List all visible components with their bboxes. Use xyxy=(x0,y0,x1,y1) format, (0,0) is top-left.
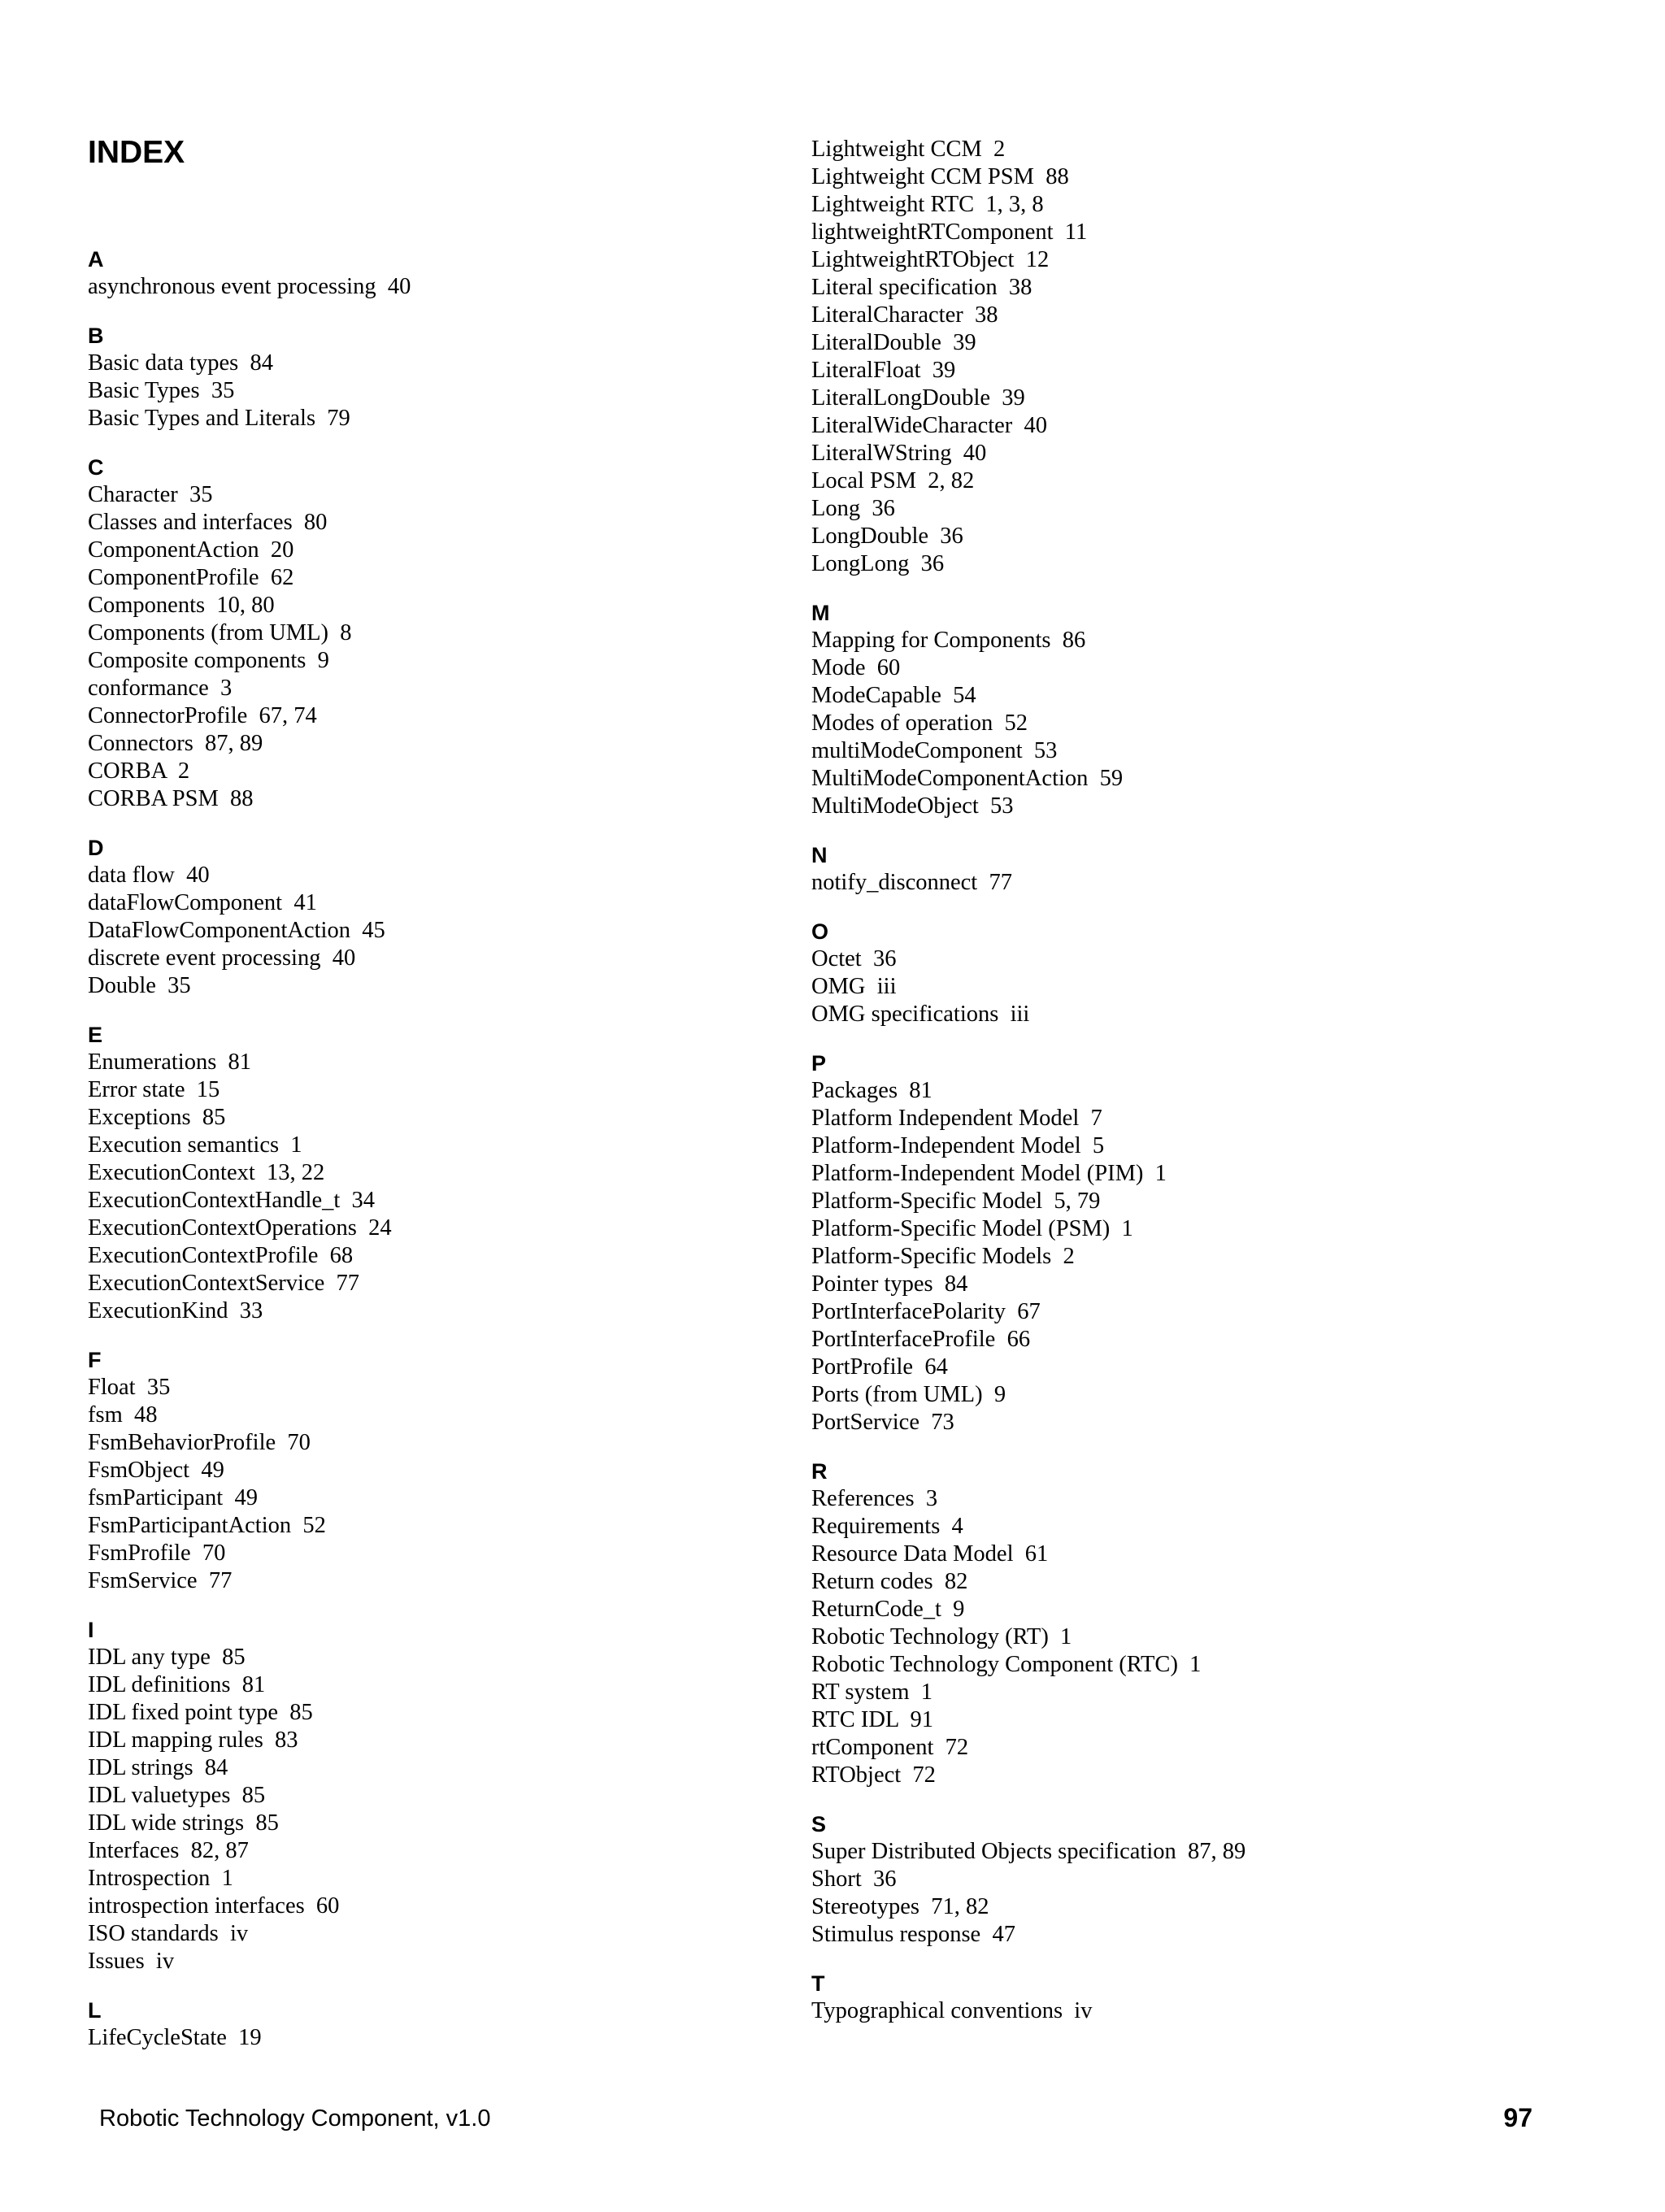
index-entry: Platform-Independent Model 5 xyxy=(811,1133,1105,1158)
index-entry: Enumerations 81 xyxy=(88,1050,252,1075)
index-entry: Components (from UML) 8 xyxy=(88,620,352,645)
index-entry: OMG specifications iii xyxy=(811,1002,1030,1027)
index-entry: Platform-Specific Models 2 xyxy=(811,1244,1075,1269)
index-entry: ExecutionContextService 77 xyxy=(88,1271,359,1296)
index-entry: Exceptions 85 xyxy=(88,1105,226,1130)
index-entry: fsmParticipant 49 xyxy=(88,1485,258,1510)
index-entry: LiteralWideCharacter 40 xyxy=(811,413,1048,438)
index-entry: ComponentProfile 62 xyxy=(88,565,294,590)
index-entry: lightweightRTComponent 11 xyxy=(811,219,1088,245)
index-entry: multiModeComponent 53 xyxy=(811,738,1058,763)
index-entry: IDL mapping rules 83 xyxy=(88,1727,298,1753)
index-entry: Classes and interfaces 80 xyxy=(88,510,328,535)
index-section-e xyxy=(88,1021,787,1325)
index-entry: ExecutionKind 33 xyxy=(88,1298,263,1323)
index-entry: discrete event processing 40 xyxy=(88,945,356,971)
index-entry: PortProfile 64 xyxy=(811,1354,948,1380)
index-column-right xyxy=(811,136,1511,2046)
index-letter-heading: D xyxy=(88,836,104,860)
page-title: INDEX xyxy=(88,135,185,170)
index-entry: FsmProfile 70 xyxy=(88,1541,226,1566)
index-entry: Components 10, 80 xyxy=(88,593,275,618)
index-entry: fsm 48 xyxy=(88,1402,158,1428)
index-entry: LiteralCharacter 38 xyxy=(811,302,998,328)
index-entry: Execution semantics 1 xyxy=(88,1132,302,1158)
index-entry: Long 36 xyxy=(811,496,895,521)
index-entry: Typographical conventions iv xyxy=(811,1998,1093,2023)
index-entry: dataFlowComponent 41 xyxy=(88,890,317,915)
index-entry: Mode 60 xyxy=(811,655,901,680)
index-entry: PortService 73 xyxy=(811,1410,954,1435)
index-entry: Introspection 1 xyxy=(88,1866,233,1891)
index-letter-heading: M xyxy=(811,601,830,625)
index-entry: Connectors 87, 89 xyxy=(88,731,263,756)
index-entry: PortInterfaceProfile 66 xyxy=(811,1327,1031,1352)
index-entry: Composite components 9 xyxy=(88,648,329,673)
index-entry: Lightweight CCM PSM 88 xyxy=(811,164,1069,189)
index-entry: Interfaces 82, 87 xyxy=(88,1838,249,1863)
index-entry: Mapping for Components 86 xyxy=(811,628,1086,653)
index-section-c xyxy=(88,454,787,813)
index-entry: introspection interfaces 60 xyxy=(88,1893,340,1919)
index-entry: Return codes 82 xyxy=(811,1569,968,1594)
index-entry: data flow 40 xyxy=(88,863,210,888)
index-entry: IDL valuetypes 85 xyxy=(88,1783,266,1808)
index-entry: asynchronous event processing 40 xyxy=(88,274,411,299)
index-entry: Requirements 4 xyxy=(811,1514,963,1539)
index-entry: Character 35 xyxy=(88,482,213,507)
index-entry: ExecutionContext 13, 22 xyxy=(88,1160,325,1185)
index-section-i xyxy=(88,1616,787,1975)
index-letter-heading: C xyxy=(88,455,104,480)
index-entry: Platform Independent Model 7 xyxy=(811,1106,1102,1131)
index-letter-heading: E xyxy=(88,1023,103,1047)
index-entry: Double 35 xyxy=(88,973,191,998)
index-entry: MultiModeObject 53 xyxy=(811,793,1014,819)
index-section-a xyxy=(88,246,787,301)
index-entry: rtComponent 72 xyxy=(811,1735,969,1760)
index-entry: LiteralFloat 39 xyxy=(811,358,956,383)
index-entry: Stimulus response 47 xyxy=(811,1922,1015,1947)
index-entry: Basic data types 84 xyxy=(88,350,273,376)
index-section-l xyxy=(88,1997,787,2052)
index-letter-heading: P xyxy=(811,1051,827,1076)
index-entry: Packages 81 xyxy=(811,1078,932,1103)
index-entry: IDL definitions 81 xyxy=(88,1672,266,1697)
index-letter-heading: B xyxy=(88,324,104,348)
index-entry: CORBA PSM 88 xyxy=(88,786,254,811)
index-entry: notify_disconnect 77 xyxy=(811,870,1012,895)
index-column-left xyxy=(88,246,787,2073)
index-entry: FsmBehaviorProfile 70 xyxy=(88,1430,311,1455)
index-entry: Basic Types and Literals 79 xyxy=(88,406,350,431)
index-entry: FsmParticipantAction 52 xyxy=(88,1513,326,1538)
index-section-d xyxy=(88,834,787,1000)
index-entry: Local PSM 2, 82 xyxy=(811,468,975,493)
index-entry: PortInterfacePolarity 67 xyxy=(811,1299,1041,1324)
index-entry: RTObject 72 xyxy=(811,1762,936,1788)
index-section-o xyxy=(811,918,1511,1028)
index-entry: LightweightRTObject 12 xyxy=(811,247,1050,272)
index-entry: MultiModeComponentAction 59 xyxy=(811,766,1124,791)
index-letter-heading: L xyxy=(88,1998,102,2023)
index-entry: Platform-Specific Model 5, 79 xyxy=(811,1189,1101,1214)
index-entry: IDL any type 85 xyxy=(88,1645,246,1670)
index-entry: Ports (from UML) 9 xyxy=(811,1382,1006,1407)
index-entry: Modes of operation 52 xyxy=(811,711,1028,736)
index-entry: RTC IDL 91 xyxy=(811,1707,934,1732)
index-entry: Basic Types 35 xyxy=(88,378,235,403)
index-section-p xyxy=(811,1050,1511,1436)
index-entry: Lightweight CCM 2 xyxy=(811,137,1006,162)
index-entry: Stereotypes 71, 82 xyxy=(811,1894,989,1919)
index-entry: Literal specification 38 xyxy=(811,275,1032,300)
index-entry: LiteralWString 40 xyxy=(811,441,987,466)
index-entry: Pointer types 84 xyxy=(811,1271,968,1297)
index-entry: IDL fixed point type 85 xyxy=(88,1700,313,1725)
index-entry: ExecutionContextProfile 68 xyxy=(88,1243,354,1268)
index-entry: LiteralLongDouble 39 xyxy=(811,385,1025,411)
index-section-s xyxy=(811,1810,1511,1949)
index-section-n xyxy=(811,841,1511,897)
index-entry: CORBA 2 xyxy=(88,758,190,784)
index-entry: LifeCycleState 19 xyxy=(88,2025,262,2050)
index-entry: Error state 15 xyxy=(88,1077,220,1102)
index-entry: ExecutionContextOperations 24 xyxy=(88,1215,392,1241)
index-entry: Robotic Technology Component (RTC) 1 xyxy=(811,1652,1202,1677)
index-entry: Platform-Independent Model (PIM) 1 xyxy=(811,1161,1167,1186)
index-entry: Issues iv xyxy=(88,1949,175,1974)
index-entry: Short 36 xyxy=(811,1867,897,1892)
index-entry: Super Distributed Objects specification 87, 89 xyxy=(811,1839,1246,1864)
index-entry: ExecutionContextHandle_t 34 xyxy=(88,1188,376,1213)
index-entry: LongLong 36 xyxy=(811,551,945,576)
index-letter-heading: R xyxy=(811,1459,828,1484)
index-entry: conformance 3 xyxy=(88,676,233,701)
index-entry: ConnectorProfile 67, 74 xyxy=(88,703,317,728)
index-entry: Platform-Specific Model (PSM) 1 xyxy=(811,1216,1133,1241)
index-entry: IDL strings 84 xyxy=(88,1755,228,1780)
index-letter-heading: S xyxy=(811,1812,827,1836)
index-entry: ReturnCode_t 9 xyxy=(811,1597,965,1622)
index-section-t xyxy=(811,1970,1511,2025)
index-letter-heading: O xyxy=(811,919,829,944)
index-entry: IDL wide strings 85 xyxy=(88,1810,279,1836)
footer-page-number: 97 xyxy=(1503,2103,1532,2132)
index-entry: ISO standards iv xyxy=(88,1921,249,1946)
index-entry: References 3 xyxy=(811,1486,938,1511)
index-letter-heading: A xyxy=(88,247,104,272)
index-section-m xyxy=(811,599,1511,820)
index-entry: DataFlowComponentAction 45 xyxy=(88,918,385,943)
index-entry: ModeCapable 54 xyxy=(811,683,976,708)
index-section-continued xyxy=(811,136,1511,578)
index-entry: Resource Data Model 61 xyxy=(811,1541,1049,1567)
index-letter-heading: T xyxy=(811,1971,825,1996)
index-entry: LongDouble 36 xyxy=(811,524,963,549)
index-section-b xyxy=(88,322,787,432)
index-section-f xyxy=(88,1346,787,1595)
index-entry: Octet 36 xyxy=(811,946,897,971)
index-letter-heading: I xyxy=(88,1618,94,1642)
index-entry: FsmObject 49 xyxy=(88,1458,224,1483)
index-entry: OMG iii xyxy=(811,974,897,999)
index-letter-heading: N xyxy=(811,843,828,867)
index-entry: ComponentAction 20 xyxy=(88,537,294,563)
index-entry: Robotic Technology (RT) 1 xyxy=(811,1624,1072,1649)
index-entry: RT system 1 xyxy=(811,1680,932,1705)
index-entry: FsmService 77 xyxy=(88,1568,233,1593)
index-entry: Float 35 xyxy=(88,1375,171,1400)
index-entry: Lightweight RTC 1, 3, 8 xyxy=(811,192,1044,217)
index-entry: LiteralDouble 39 xyxy=(811,330,976,355)
index-letter-heading: F xyxy=(88,1348,102,1372)
index-section-r xyxy=(811,1458,1511,1789)
footer-document-title: Robotic Technology Component, v1.0 xyxy=(99,2106,491,2132)
